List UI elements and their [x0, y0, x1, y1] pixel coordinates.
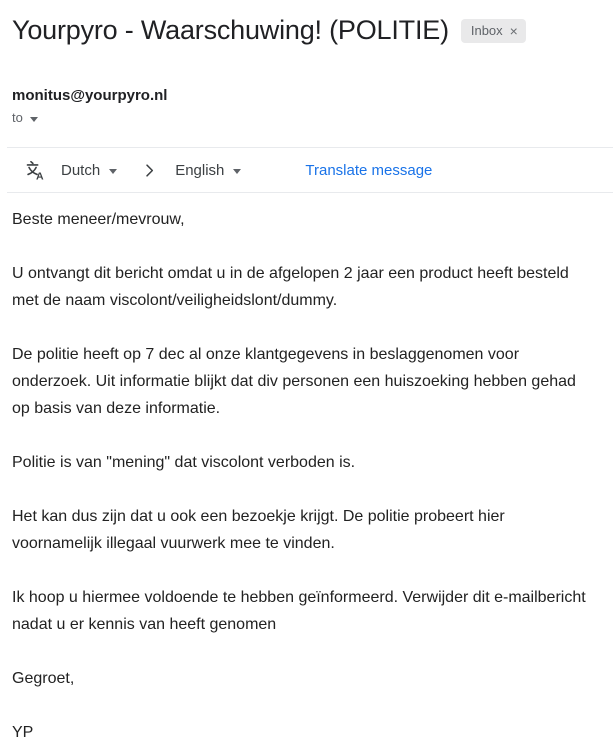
to-label: to [12, 110, 23, 125]
email-subject: Yourpyro - Waarschuwing! (POLITIE) [12, 15, 449, 45]
chevron-right-icon [141, 162, 158, 179]
translate-bar [7, 147, 613, 193]
chevron-down-icon [233, 169, 241, 174]
target-language-selector[interactable] [175, 162, 241, 179]
translate-icon [25, 159, 48, 182]
recipient-details-toggle[interactable] [12, 110, 38, 126]
body-paragraph: U ontvangt dit bericht omdat u in de afgelopen 2 jaar een product heeft besteld met de naam viscolont/veiligheidslont/dummy. [12, 265, 569, 309]
body-paragraph: Het kan dus zijn dat u ook een bezoekje krijgt. De politie probeert hier voornamelijk illegaal vuurwerk mee te vinden. [12, 508, 505, 552]
close-icon[interactable]: × [509, 23, 518, 39]
sender-email[interactable]: monitus@yourpyro.nl [12, 87, 168, 104]
body-paragraph: Politie is van "mening" dat viscolont verboden is. [12, 454, 356, 471]
svg-text:A: A [36, 170, 44, 182]
target-language-label: English [175, 161, 225, 179]
inbox-label-chip[interactable] [461, 19, 526, 43]
chevron-down-icon [109, 169, 117, 174]
subject-row [12, 13, 592, 47]
sender-block [12, 87, 592, 127]
body-paragraph-signature: YP [12, 724, 34, 741]
body-paragraph: Ik hoop u hiermee voldoende te hebben geïnformeerd. Verwijder dit e-mailbericht nadat u er kennis van heeft genomen [12, 589, 586, 633]
source-language-label: Dutch [61, 161, 101, 179]
inbox-label-text: Inbox [470, 23, 503, 38]
source-language-selector[interactable] [61, 162, 117, 179]
body-paragraph-closing: Gegroet, [12, 670, 75, 687]
body-paragraph: De politie heeft op 7 dec al onze klantgegevens in beslaggenomen voor onderzoek. Uit informatie blijkt dat div personen een huiszoeking hebben gehad op basis van deze informatie. [12, 346, 576, 417]
chevron-down-icon [30, 117, 38, 122]
body-paragraph-greeting: Beste meneer/mevrouw, [12, 211, 185, 228]
translate-message-link[interactable]: Translate message [305, 161, 433, 179]
email-body [12, 206, 592, 746]
